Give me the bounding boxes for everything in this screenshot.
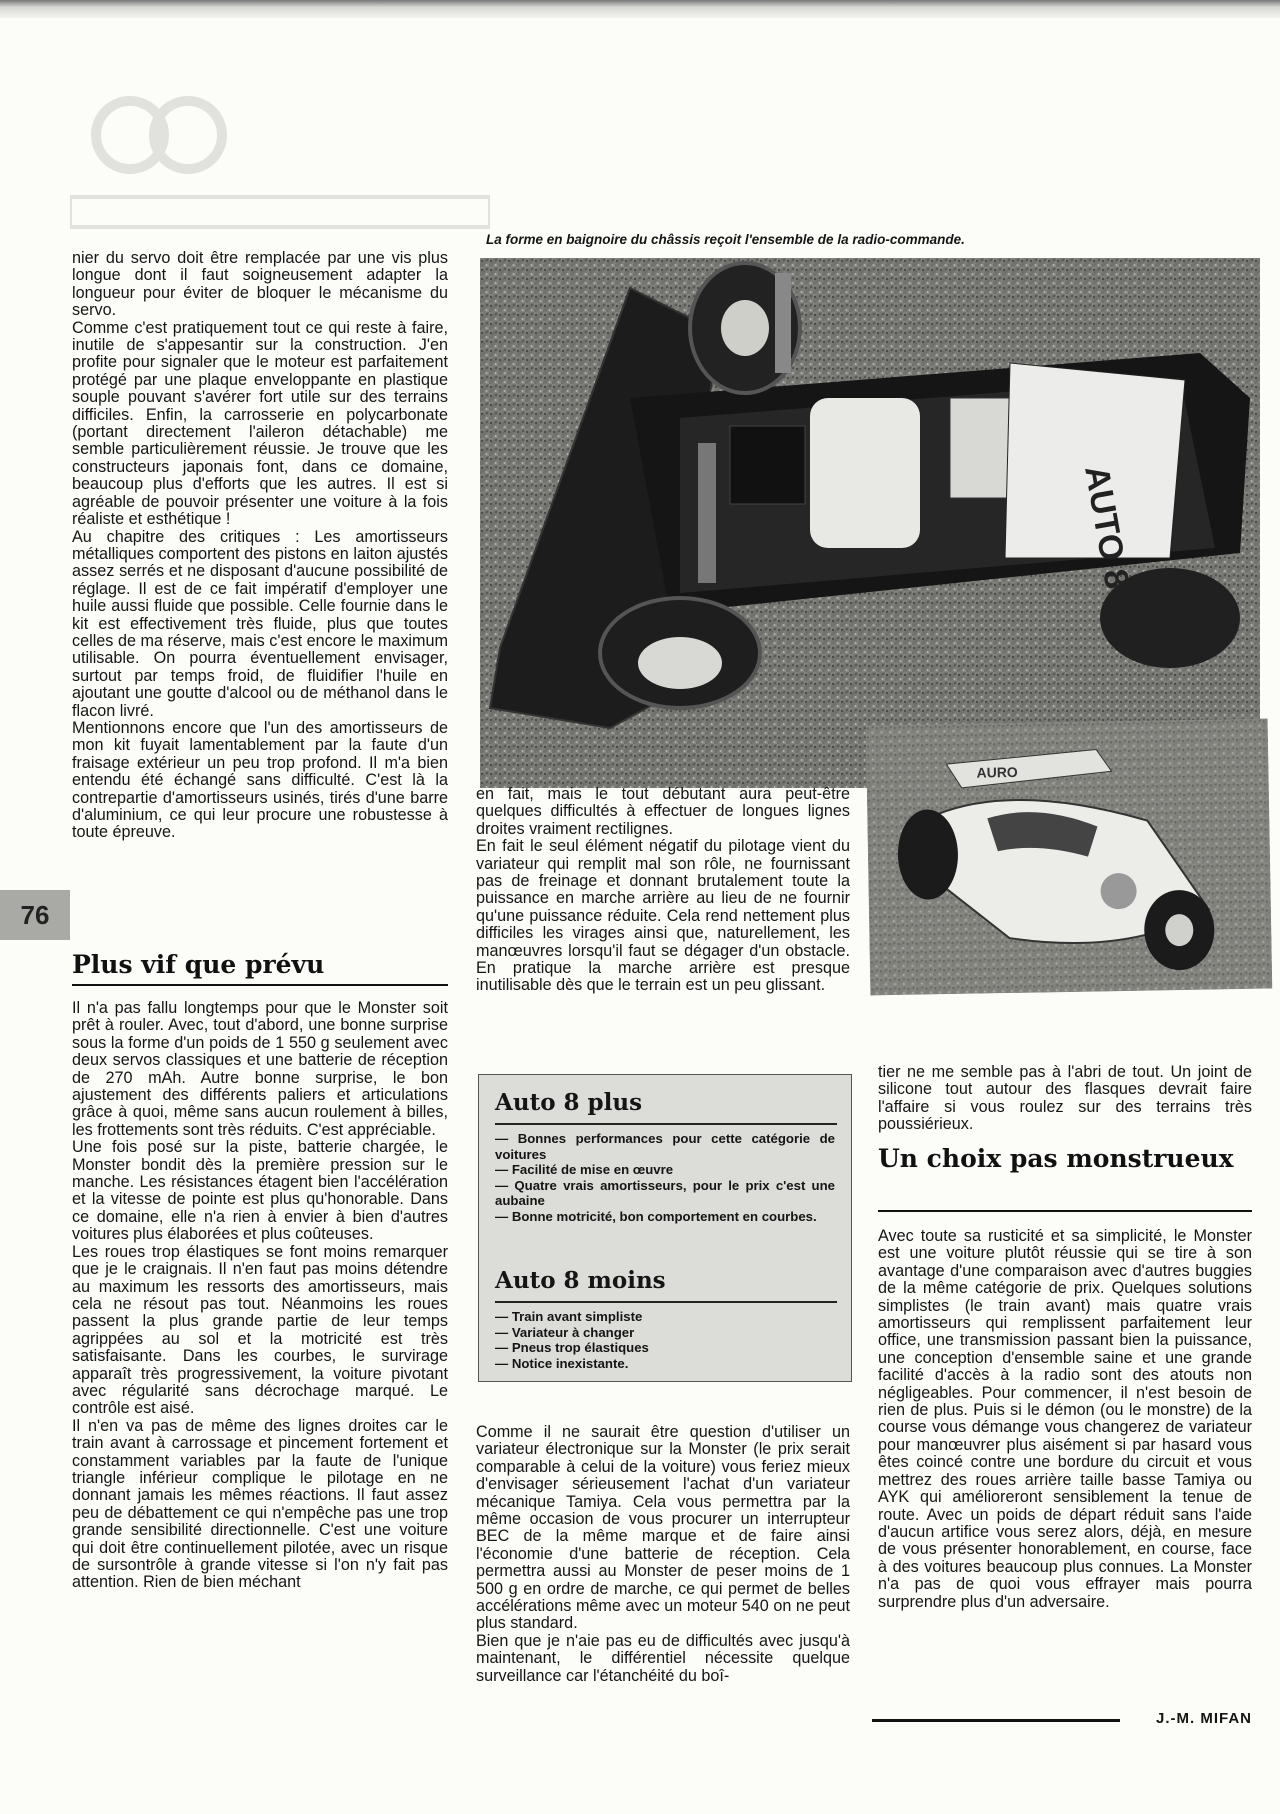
shock-absorber-top (775, 273, 791, 373)
shock-absorber-front (698, 443, 716, 583)
heading-rule (72, 984, 448, 986)
wing-label: AURO (976, 763, 1018, 781)
section-heading-un-choix: Un choix pas monstrueux (878, 1144, 1234, 1173)
paragraph: En fait le seul élément négatif du pilotage vient du variateur qui remplit mal son rôle, ne fournissant pas de freinage et donnant brutalement toute la puissance en marche arrière au lieu de ne fournir qu'une puissance réduite. Cela rend nettement plus difficiles les virages ainsi que, naturellement, les manœuvres lorsqu'il faut se dégager d'un obstacle. En pratique la marche arrière est presque inutilisable dès que le terrain est un peu glissant. (476, 837, 850, 995)
servo (730, 426, 805, 504)
heading-rule (878, 1210, 1252, 1212)
scan-top-edge (0, 0, 1280, 18)
paragraph: Avec toute sa rusticité et sa simplicité, le Monster est une voiture plutôt réussie qui se tire à son avantage d'une comparaison avec d'autres buggies de la même catégorie de prix. Quelques solutions simplistes (le train avant) mais quatre vrais amortisseurs qui remplissent parfaitement leur office, une transmission passant bien la puissance, une conception d'ensemble saine et une grande facilité d'accès à la radio sont des atouts non négligeables. Pour commencer, il n'est besoin de rien de plus. Puis si le démon (ou le monstre) de la course vous démange vous changerez de variateur pour manœuvrer plus aisément si par hasard vous êtes coincé contre une bordure du circuit et vous mettrez des roues arrière taille basse Tamiya ou AYK qui amélioreront sensiblement la tenue de route. Avec un poids de départ réduit sans l'aide d'aucun artifice vous serez alors, déjà, en mesure de vous présenter honorablement, en course, face à des voitures beaucoup plus connues. La Monster n'a pas de quoi vous effrayer mais pourra surprendre plus d'un adversaire. (878, 1227, 1252, 1611)
signature-rule (872, 1719, 1120, 1722)
chassis-photo (480, 258, 1260, 788)
paragraph: Comme il ne saurait être question d'utiliser un variateur électronique sur la Monster (le prix serait comparable à celui de la voiture) vous feriez mieux d'envisager sérieusement l'achat d'un variateur mécanique Tamiya. Cela vous permettra par la même occasion de vous procurer un interrupteur BEC de la même marque et de faire ainsi l'économie d'une batterie de réception. Cela permettra aussi au Monster de peser moins de 1 500 g en ordre de marche, ce qui permet de belles accélérations même avec un moteur 540 on ne peut plus standard. (476, 1423, 850, 1633)
column-2-bottom (476, 1424, 850, 1685)
receiver-bag (810, 398, 920, 548)
pros-title: Auto 8 plus (495, 1089, 643, 1116)
paragraph: tier ne me semble pas à l'abri de tout. Un joint de silicone tout autour des flasques devrait faire l'affaire si vous roulez sur des terrains très poussiérieux. (878, 1063, 1252, 1134)
list-item: — Quatre vrais amortisseurs, pour le prix c'est une aubaine (495, 1177, 835, 1209)
list-item: — Pneus trop élastiques (495, 1340, 649, 1356)
paragraph: en fait, mais le tout débutant aura peut-être quelques difficultés à effectuer de longues lignes droites vraiment rectilignes. (476, 785, 850, 838)
paragraph: Au chapitre des critiques : Les amortisseurs métalliques comportent des pistons en laiton ajustés assez serrés et ne disposant d'aucune possibilité de réglage. Il est de ce fait impératif d'employer une huile aussi fluide que possible. Celle fournie dans le kit est effectivement très fluide, plus que toutes celles de ma réserve, mais c'est encore le maximum utilisable. On pourra éventuellement envisager, surtout par temps froid, de fluidifier l'huile en ajoutant une goutte d'alcool ou de méthanol dans le flacon livré. (72, 527, 448, 720)
cons-list (495, 1309, 835, 1371)
paragraph: Une fois posé sur la piste, batterie chargée, le Monster bondit dès la première pression sur le manche. Les résistances étagent bien l'accélération et la vitesse de pointe est plus qu'honorable. Dans ce domaine, elle n'a rien à envier à bien d'autres voitures plus élaborées et plus coûteuses. (72, 1138, 448, 1244)
cons-title: Auto 8 moins (495, 1267, 666, 1294)
page-number: 76 (0, 890, 70, 940)
paragraph: Il n'en va pas de même des lignes droites car le train avant à carrossage et pincement fortement et constamment variables par la faute de l'unique triangle inférieur complique le pilotage en ne donnant jamais les mêmes réactions. Il faut assez peu de débattement ce qui n'empêche pas une trop grande sensibilité directionnelle. C'est une voiture qui doit être continuellement pilotée, avec un risque de sursontrôle à grande vitesse si l'on n'y fait pas attention. Rien de bien méchant (72, 1416, 448, 1592)
column-1-bottom (72, 1000, 448, 1592)
list-item: — Facilité de mise en œuvre (495, 1162, 674, 1178)
paragraph: Mentionnons encore que l'un des amortisseurs de mon kit fuyait lamentablement par la faute d'un fraisage extérieur un peu trop profond. Il m'a bien entendu été échangé sans difficulté. C'est là la contrepartie d'amortisseurs usinés, tirés d'une barre d'aluminium, ce qui leur procure une robustesse à toute épreuve. (72, 718, 448, 842)
paragraph: Comme c'est pratiquement tout ce qui reste à faire, inutile de s'appesantir sur la construction. J'en profite pour signaler que le moteur est parfaitement protégé par une plaque enveloppante en plastique souple pouvant s'avérer fort utile sur des terrains difficiles. Enfin, la carrosserie en polycarbonate (portant directement l'aileron détachable) me semble particulièrement réussie. Je trouve que les constructeurs japonais font, dans ce domaine, beaucoup plus d'efforts que les autres. Il est si agréable de pouvoir présenter une voiture à la fois réaliste et esthétique ! (72, 318, 448, 529)
list-item: — Bonne motricité, bon comportement en courbes. (495, 1208, 817, 1224)
column-1-top (72, 250, 448, 842)
list-item: — Bonnes performances pour cette catégorie de voitures (495, 1131, 835, 1162)
show-through-logo (70, 85, 490, 235)
paragraph: Bien que je n'aie pas eu de difficultés avec jusqu'à maintenant, le différentiel nécessite quelque surveillance car l'étanchéité du boî- (476, 1631, 850, 1685)
column-2-top (476, 786, 850, 995)
rear-wheel (1100, 568, 1240, 668)
cons-rule (495, 1301, 837, 1303)
column-3-top (878, 1064, 1252, 1134)
list-item: — Variateur à changer (495, 1324, 635, 1340)
column-3-bottom (878, 1228, 1252, 1611)
list-item: — Notice inexistante. (495, 1355, 629, 1371)
pros-cons-box (478, 1074, 852, 1382)
pros-list (495, 1131, 835, 1225)
paragraph: Il n'a pas fallu longtemps pour que le Monster soit prêt à rouler. Avec, tout d'abord, une bonne surprise sous la forme d'un poids de 1 550 g seulement avec deux servos classiques et une batterie de réception de 270 mAh. Autre bonne surprise, le bon ajustement des différents paliers et articulations grâce à quoi, même sans aucun roulement à billes, les frottements sont très réduits. C'est appréciable. (72, 999, 448, 1139)
section-heading-plus-vif: Plus vif que prévu (72, 950, 325, 979)
author-name: J.-M. MIFAN (1156, 1710, 1252, 1727)
pros-rule (495, 1123, 837, 1125)
battery-label: AUTO 8 (1077, 462, 1137, 592)
paragraph: nier du servo doit être remplacée par une vis plus longue dont il faut soigneusement adapter la longueur pour éviter de bloquer le mécanisme du servo. (72, 249, 448, 320)
photo-caption: La forme en baignoire du châssis reçoit l'ensemble de la radio-commande. (486, 232, 965, 247)
paragraph: Les roues trop élastiques se font moins remarquer que je le craignais. Il n'en faut pas moins détendre au maximum les ressorts des amortisseurs, mais cela ne résout pas tout. Néanmoins les roues passent la plus grande partie de leur temps agrippées au sol et la motricité est très satisfaisante. Dans les courbes, le survirage apparaît très progressivement, la voiture pivotant avec régularité sans décrochage marqué. Le contrôle est aisé. (72, 1242, 448, 1418)
list-item: — Train avant simpliste (495, 1309, 643, 1324)
buggy-photo (866, 719, 1273, 996)
author-signature (872, 1710, 1252, 1730)
